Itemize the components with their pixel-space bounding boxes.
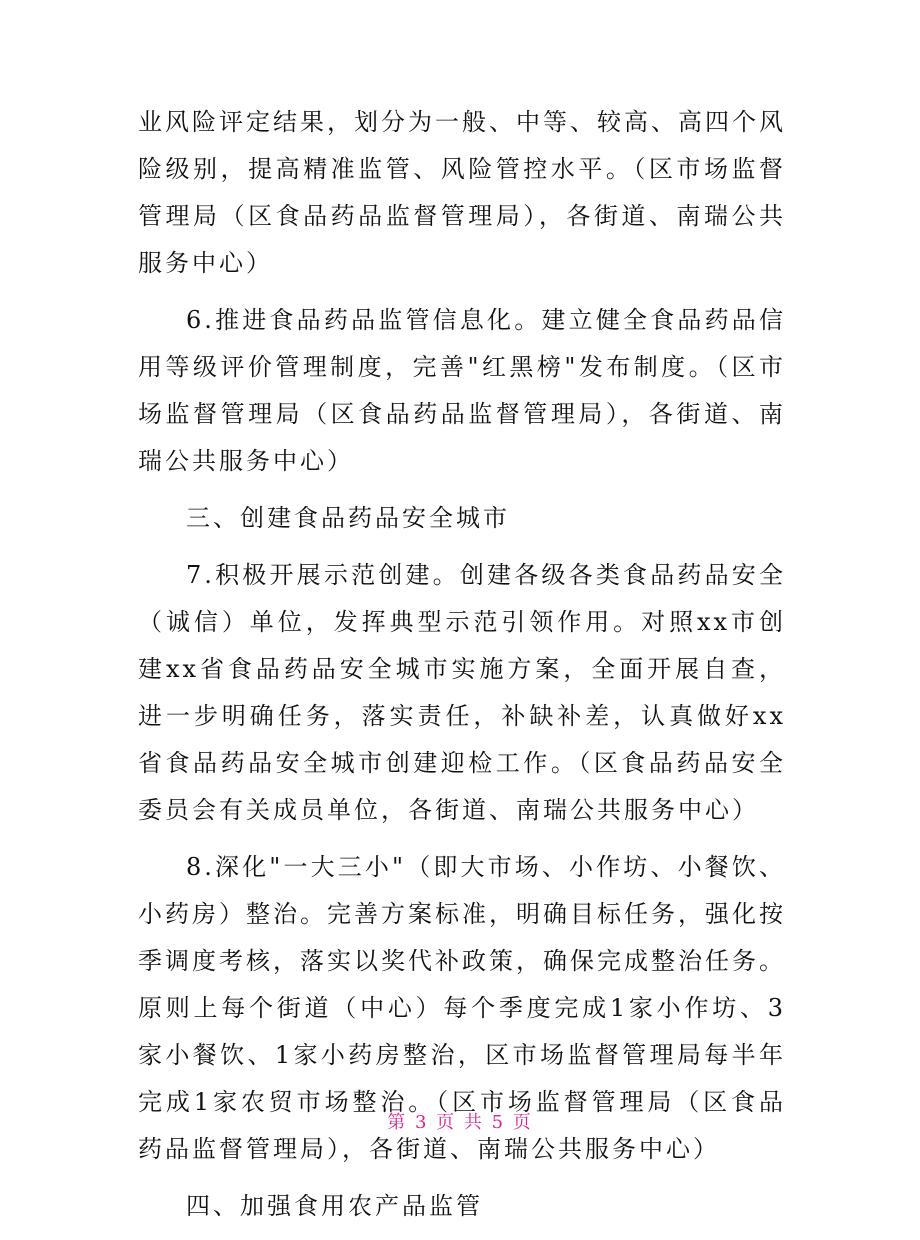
paragraph-item-7: 7.积极开展示范创建。创建各级各类食品药品安全（诚信）单位，发挥典型示范引领作用。对照xx市创建xx省食品药品安全城市实施方案，全面开展自查，进一步明确任务，落实责任，补缺补差，认真做好xx省食品药品安全城市创建迎检工作。（区食品药品安全委员会有关成员单位，各街道、南瑞公共服务中心） — [138, 561, 786, 824]
paragraph-item-8: 8.深化"一大三小"（即大市场、小作坊、小餐饮、小药房）整治。完善方案标准，明确目标任务，强化按季调度考核，落实以奖代补政策，确保完成整治任务。原则上每个街道（中心）每个季度完成1家小作坊、3家小餐饮、1家小药房整治，区市场监督管理局每半年完成1家农贸市场整治。（区市场监督管理局（区食品药品监督管理局），各街道、南瑞公共服务中心） — [138, 853, 786, 1163]
document-body — [138, 99, 786, 1240]
section-heading-4: 四、加强食用农产品监管 — [186, 1192, 483, 1220]
paragraph-risk-rating: 业风险评定结果，划分为一般、中等、较高、高四个风险级别，提高精准监管、风险管控水平。（区市场监督管理局（区食品药品监督管理局），各街道、南瑞公共服务中心） — [138, 108, 786, 277]
paragraph-item-6: 6.推进食品药品监管信息化。建立健全食品药品信用等级评价管理制度，完善"红黑榜"发布制度。（区市场监督管理局（区食品药品监督管理局），各街道、南瑞公共服务中心） — [138, 306, 786, 475]
section-heading-3: 三、创建食品药品安全城市 — [186, 504, 510, 532]
page-number-footer: 第 3 页 共 5 页 — [387, 1112, 533, 1133]
